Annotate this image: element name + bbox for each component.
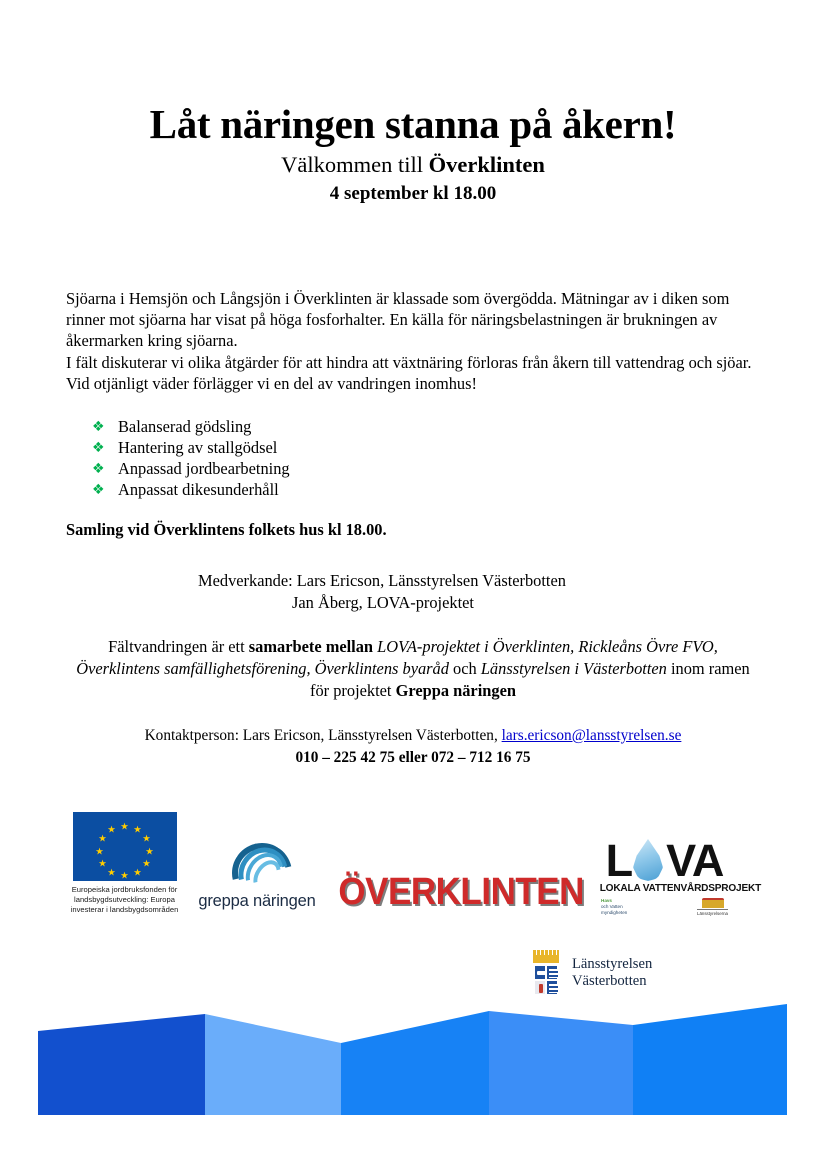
participants-block bbox=[0, 570, 826, 613]
list-item-label: Anpassat dikesunderhåll bbox=[118, 480, 279, 500]
list-item bbox=[92, 458, 592, 479]
overklinten-logo bbox=[328, 873, 588, 911]
lansstyrelsen-line-2: Västerbotten bbox=[572, 973, 647, 989]
eu-flag-icon: ★ ★ ★ ★ ★ ★ ★ ★ ★ ★ ★ ★ bbox=[73, 812, 177, 881]
collab-orgs-2: Länsstyrelsen i Västerbotten bbox=[480, 658, 667, 678]
hav-line-2: och Vatten bbox=[601, 904, 623, 910]
crown-icon bbox=[702, 898, 724, 908]
band-segment-5 bbox=[633, 1004, 787, 1115]
lova-wordmark bbox=[597, 835, 732, 886]
collab-project: Greppa näringen bbox=[395, 680, 516, 700]
diamond-bullet-icon: ❖ bbox=[92, 482, 105, 499]
eu-logo-caption: Europeiska jordbruksfonden för landsbygdsutveckling: Europa investerar i landsbygdsområden bbox=[70, 885, 179, 915]
lansstyrelsen-line-1: Länsstyrelsen bbox=[572, 955, 653, 972]
decorative-wave-band bbox=[0, 995, 826, 1125]
lova-subtitle: LOKALA VATTENVÅRDSPROJEKT bbox=[599, 882, 762, 894]
band-segment-1 bbox=[38, 1014, 205, 1115]
overklinten-wordmark: ÖVERKLINTEN bbox=[338, 871, 584, 913]
lova-partner-row bbox=[597, 898, 732, 917]
lansstyrelsen-logo bbox=[530, 950, 652, 996]
lansstyrelserna-mini-logo bbox=[697, 898, 728, 916]
measures-list bbox=[92, 416, 592, 501]
hav-och-vatten-logo bbox=[601, 898, 627, 917]
participant-line-2: Jan Åberg, LOVA-projektet bbox=[292, 592, 474, 612]
shield-icon bbox=[533, 964, 559, 996]
lova-letters-va: VA bbox=[666, 835, 724, 886]
contact-block bbox=[0, 726, 826, 768]
collab-lead-normal: Fältvandringen är ett bbox=[108, 637, 249, 656]
list-item-label: Balanserad gödsling bbox=[118, 417, 252, 436]
collaboration-paragraph bbox=[66, 636, 760, 701]
contact-phone: 010 – 225 42 75 eller 072 – 712 16 75 bbox=[295, 748, 531, 766]
body-paragraph-2: I fält diskuterar vi olika åtgärder för att hindra att växtnäring förloras från åkern till vattendrag och sjöar. Vid otjänligt väder förlägger vi en del av vandringen inomhus! bbox=[66, 352, 752, 393]
band-segment-4 bbox=[489, 1011, 633, 1115]
coat-of-arms-icon bbox=[530, 950, 562, 996]
gathering-line: Samling vid Överklintens folkets hus kl 18.00. bbox=[66, 520, 387, 539]
greppa-naringen-logo bbox=[183, 843, 331, 911]
body-paragraph-1: Sjöarna i Hemsjön och Långsjön i Överklinten är klassade som övergödda. Mätningar av i diken som rinner mot sjöarna har visat på höga fosforhalter. En källa för näringsbelastningen är brukningen av åkermarken kring sjöarna. bbox=[66, 289, 730, 351]
collab-join: och bbox=[448, 658, 481, 678]
page-title: Låt näringen stanna på åkern! bbox=[149, 101, 677, 147]
collab-within: inom ramen för projektet bbox=[310, 658, 750, 700]
lansstyrelserna-label: Länsstyrelserna bbox=[697, 911, 728, 916]
crown-icon bbox=[533, 950, 559, 963]
welcome-place: Överklinten bbox=[428, 152, 545, 178]
contact-email-link[interactable]: lars.ericson@lansstyrelsen.se bbox=[501, 727, 682, 744]
list-item bbox=[92, 437, 592, 458]
body-text-column bbox=[66, 288, 756, 394]
water-droplet-icon bbox=[633, 839, 663, 881]
greppa-swoosh-icon bbox=[222, 843, 292, 891]
diamond-bullet-icon: ❖ bbox=[92, 440, 105, 457]
participant-line-1: Medverkande: Lars Ericson, Länsstyrelsen Västerbotten bbox=[198, 571, 566, 590]
collab-lead-bold: samarbete mellan bbox=[248, 637, 378, 656]
collab-orgs-1: LOVA-projektet i Överklinten, Rickleåns Övre FVO, Överklintens samfällighetsförening, Överklintens byaråd bbox=[76, 637, 718, 678]
heading-block bbox=[0, 103, 826, 205]
diamond-bullet-icon: ❖ bbox=[92, 419, 105, 435]
eu-logo bbox=[62, 812, 187, 916]
diamond-bullet-icon: ❖ bbox=[92, 461, 105, 478]
band-segment-3 bbox=[341, 1011, 489, 1115]
lova-letter-l: L bbox=[605, 835, 633, 886]
hav-line-1: Havs bbox=[601, 898, 612, 903]
hav-line-3: myndigheten bbox=[601, 910, 628, 916]
welcome-subtitle bbox=[0, 151, 826, 179]
greppa-wordmark: greppa näringen bbox=[198, 892, 316, 910]
band-segment-2 bbox=[205, 1014, 341, 1115]
lova-logo bbox=[597, 835, 762, 917]
list-item bbox=[92, 479, 592, 500]
event-datetime: 4 september kl 18.00 bbox=[329, 182, 497, 204]
welcome-prefix: Välkommen till bbox=[281, 152, 429, 178]
list-item-label: Anpassad jordbearbetning bbox=[118, 459, 290, 479]
list-item bbox=[92, 416, 592, 437]
contact-line: Kontaktperson: Lars Ericson, Länsstyrelsen Västerbotten, bbox=[144, 727, 502, 744]
lansstyrelsen-wordmark bbox=[572, 956, 652, 991]
list-item-label: Hantering av stallgödsel bbox=[118, 438, 278, 458]
